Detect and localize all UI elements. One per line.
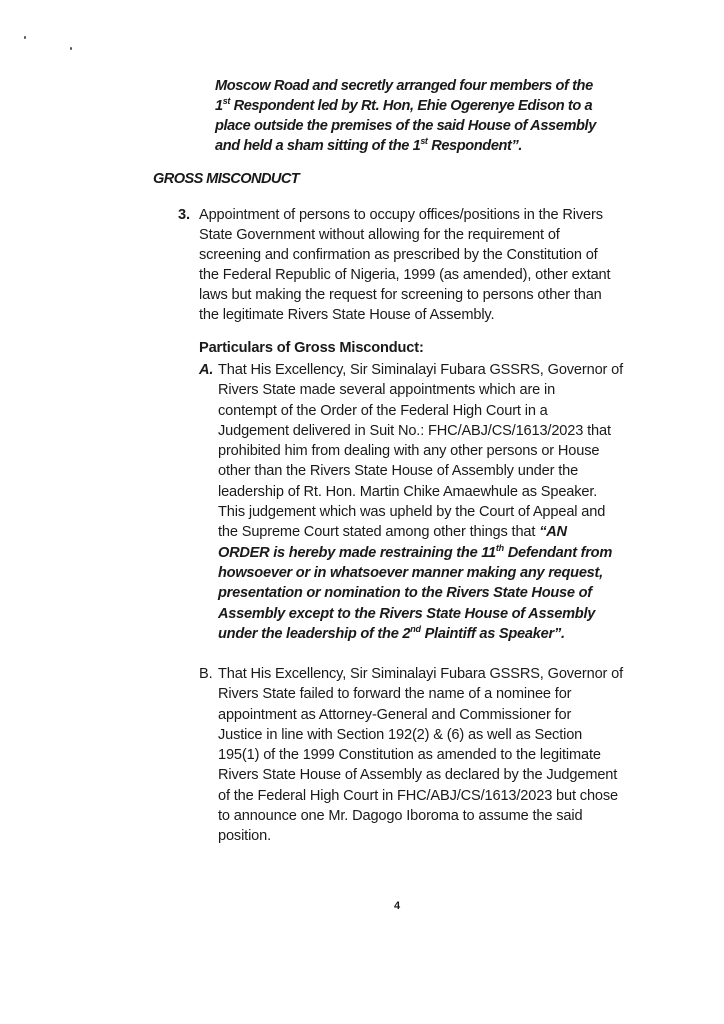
item-line: This judgement which was upheld by the Court of Appeal and <box>218 504 606 521</box>
item-body <box>218 664 659 847</box>
item-line: position. <box>218 828 272 845</box>
item-line: of the Federal High Court in FHC/ABJ/CS/1613/2023 but chose <box>218 787 618 804</box>
particular-a <box>199 360 659 644</box>
section-heading: GROSS MISCONDUCT <box>153 171 300 187</box>
item-line: the legitimate Rivers State House of Assembly. <box>199 307 495 323</box>
item-line: State Government without allowing for the requirement of <box>199 227 560 243</box>
item-line: to announce one Mr. Dagogo Iboroma to assume the said <box>218 808 583 825</box>
item-line: Judgement delivered in Suit No.: FHC/ABJ/CS/1613/2023 that <box>218 422 611 439</box>
court-order-quote-line: ORDER is hereby made restraining the 11th Defendant from <box>218 542 613 561</box>
quote-continuation <box>215 76 655 156</box>
item-line: 195(1) of the 1999 Constitution as amended to the legitimate <box>218 747 601 764</box>
item-line: That His Excellency, Sir Siminalayi Fubara GSSRS, Governor of <box>218 362 624 378</box>
item-line: Appointment of persons to occupy offices/positions in the Rivers <box>199 207 603 223</box>
court-order-quote-line: Assembly except to the Rivers State House of Assembly <box>218 605 596 622</box>
item-line: contempt of the Order of the Federal High Court in a <box>218 402 548 419</box>
item-number: 3. <box>178 207 190 223</box>
item-line: the Federal Republic of Nigeria, 1999 (as amended), other extant <box>199 267 611 283</box>
item-line: That His Excellency, Sir Siminalayi Fubara GSSRS, Governor of <box>218 666 624 682</box>
item-line: Rivers State failed to forward the name of a nominee for <box>218 686 572 703</box>
scan-speck <box>70 47 72 50</box>
item-letter: B. <box>199 666 213 682</box>
item-letter: A. <box>199 362 214 378</box>
page-number: 4 <box>394 900 400 912</box>
item-body <box>218 360 659 644</box>
item-line: other than the Rivers State House of Assembly under the <box>218 463 579 480</box>
court-order-quote-line: presentation or nomination to the Rivers State House of <box>218 585 592 602</box>
particulars-heading: Particulars of Gross Misconduct: <box>199 340 424 356</box>
quote-line: place outside the premises of the said House of Assembly <box>215 118 596 134</box>
item-line: Rivers State made several appointments which are in <box>218 382 556 399</box>
item-line: Justice in line with Section 192(2) & (6) as well as Section <box>218 726 583 743</box>
item-line: the Supreme Court stated among other things that “AN <box>218 524 567 541</box>
list-item-3 <box>178 205 648 325</box>
item-line: appointment as Attorney-General and Commissioner for <box>218 706 572 723</box>
quote-line: Moscow Road and secretly arranged four members of the <box>215 78 593 94</box>
item-body <box>199 205 648 325</box>
quote-line: 1st Respondent led by Rt. Hon, Ehie Ogerenye Edison to a <box>215 96 593 114</box>
scan-speck <box>24 36 26 39</box>
quote-line: and held a sham sitting of the 1st Respondent”. <box>215 136 523 154</box>
item-line: Rivers State House of Assembly as declared by the Judgement <box>218 767 618 784</box>
item-line: prohibited him from dealing with any other persons or House <box>218 443 600 460</box>
court-order-quote-line: under the leadership of the 2nd Plaintiff as Speaker”. <box>218 623 565 642</box>
item-line: laws but making the request for screening to persons other than <box>199 287 602 303</box>
court-order-quote-line: howsoever or in whatsoever manner making any request, <box>218 564 603 581</box>
particular-b <box>199 664 659 847</box>
item-line: screening and confirmation as prescribed by the Constitution of <box>199 247 598 263</box>
item-line: leadership of Rt. Hon. Martin Chike Amaewhule as Speaker. <box>218 483 598 500</box>
